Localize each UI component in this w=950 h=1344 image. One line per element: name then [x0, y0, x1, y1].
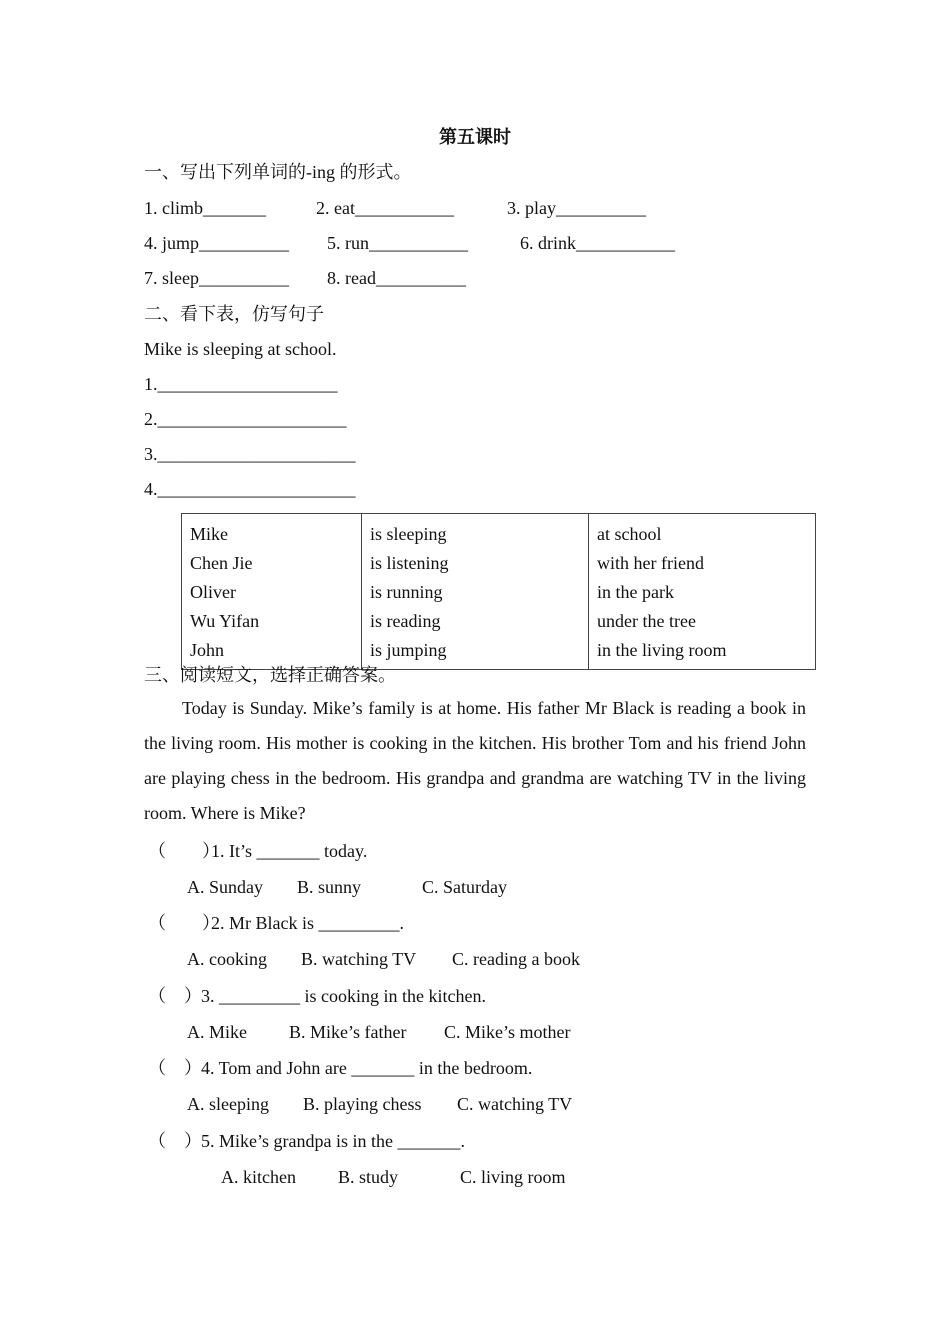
- table-cell: is sleeping: [370, 524, 447, 544]
- table-cell: in the park: [597, 582, 674, 602]
- option-4b: B. playing chess: [303, 1094, 422, 1114]
- option-3b: B. Mike’s father: [289, 1022, 407, 1042]
- sentence-blank-2: 2._____________________: [144, 409, 347, 429]
- section3-heading: 三、阅读短文，选择正确答案。: [144, 665, 396, 685]
- option-2a: A. cooking: [187, 949, 267, 969]
- table-cell: is reading: [370, 611, 441, 631]
- sentence-blank-4: 4.______________________: [144, 479, 356, 499]
- sentence-blank-1: 1.____________________: [144, 374, 338, 394]
- option-1a: A. Sunday: [187, 877, 263, 897]
- exercise-item-4: 4. jump__________: [144, 233, 290, 253]
- reading-passage: [144, 691, 806, 831]
- section2-heading: 二、看下表，仿写句子: [144, 304, 324, 324]
- exercise-item-3: 3. play__________: [507, 198, 646, 218]
- option-5b: B. study: [338, 1167, 399, 1187]
- question-stem-4: 4. Tom and John are _______ in the bedroom.: [201, 1058, 533, 1078]
- answer-paren-3[interactable]: （ ）: [148, 986, 202, 1006]
- option-2c: C. reading a book: [452, 949, 580, 969]
- table-cell: John: [190, 640, 225, 660]
- table-cell: Chen Jie: [190, 553, 253, 573]
- places-column: [589, 514, 816, 670]
- table-cell: at school: [597, 524, 662, 544]
- subjects-column: [182, 514, 362, 670]
- table-cell: Oliver: [190, 582, 236, 602]
- answer-paren-1[interactable]: （ ）: [148, 841, 220, 861]
- option-1c: C. Saturday: [422, 877, 507, 897]
- option-5c: C. living room: [460, 1167, 566, 1187]
- exercise-item-1: 1. climb_______: [144, 198, 266, 218]
- answer-paren-5[interactable]: （ ）: [148, 1131, 202, 1151]
- question-stem-2: 2. Mr Black is _________.: [211, 913, 404, 933]
- exercise-item-2: 2. eat___________: [316, 198, 454, 218]
- table-cell: is jumping: [370, 640, 447, 660]
- table-cell: Mike: [190, 524, 228, 544]
- table-cell: is listening: [370, 553, 449, 573]
- option-4a: A. sleeping: [187, 1094, 269, 1114]
- option-3a: A. Mike: [187, 1022, 247, 1042]
- exercise-item-7: 7. sleep__________: [144, 268, 289, 288]
- option-1b: B. sunny: [297, 877, 362, 897]
- question-stem-1: 1. It’s _______ today.: [211, 841, 368, 861]
- answer-paren-2[interactable]: （ ）: [148, 913, 220, 933]
- option-2b: B. watching TV: [301, 949, 417, 969]
- table-cell: Wu Yifan: [190, 611, 260, 631]
- example-sentence: Mike is sleeping at school.: [144, 339, 337, 359]
- question-stem-5: 5. Mike’s grandpa is in the _______.: [201, 1131, 465, 1151]
- option-5a: A. kitchen: [221, 1167, 296, 1187]
- exercise-item-5: 5. run___________: [327, 233, 468, 253]
- answer-paren-4[interactable]: （ ）: [148, 1058, 202, 1078]
- section1-heading: 一、写出下列单词的-ing 的形式。: [144, 162, 412, 182]
- exercise-item-6: 6. drink___________: [520, 233, 675, 253]
- option-3c: C. Mike’s mother: [444, 1022, 571, 1042]
- phrase-table: [181, 513, 816, 670]
- option-4c: C. watching TV: [457, 1094, 573, 1114]
- table-cell: with her friend: [597, 553, 704, 573]
- exercise-item-8: 8. read__________: [327, 268, 466, 288]
- question-stem-3: 3. _________ is cooking in the kitchen.: [201, 986, 486, 1006]
- table-cell: in the living room: [597, 640, 727, 660]
- page-title: 第五课时: [439, 127, 511, 147]
- sentence-blank-3: 3.______________________: [144, 444, 356, 464]
- passage-text: Today is Sunday. Mike’s family is at home. His father Mr Black is reading a book in the living room. His mother is cooking in the kitchen. His brother Tom and his friend John are playing chess in the bedroom. His grandpa and grandma are watching TV in the living room. Where is Mike?: [144, 698, 806, 823]
- actions-column: [362, 514, 589, 670]
- table-cell: under the tree: [597, 611, 696, 631]
- table-cell: is running: [370, 582, 443, 602]
